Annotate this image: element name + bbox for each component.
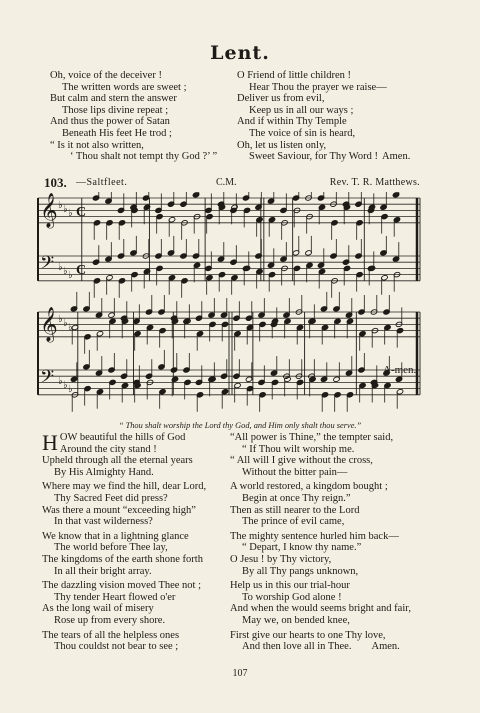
verse-line — [42, 554, 232, 566]
verse-line — [50, 93, 235, 105]
flat-icon: ♭ — [63, 380, 68, 391]
verse-line — [230, 603, 448, 615]
verse-line-text: A world restored, a kingdom bought ; — [230, 481, 388, 493]
verse-line — [42, 603, 232, 615]
verse-line-text: By all Thy pangs unknown, — [242, 565, 359, 577]
verse-line — [42, 467, 232, 479]
bass-clef-icon: 𝄢 — [40, 253, 55, 278]
flat-icon: ♭ — [58, 376, 63, 387]
verse-line — [42, 592, 232, 604]
verse-line — [230, 615, 448, 627]
verse-line-text: In that vast wilderness? — [54, 516, 153, 528]
drop-cap: H — [42, 430, 58, 455]
flat-icon: ♭ — [63, 318, 68, 329]
verse-line — [42, 505, 232, 517]
verse-line — [230, 493, 448, 505]
verse-line-text: We know that in a lightning glance — [42, 530, 189, 542]
page-title: Lent. — [210, 42, 270, 64]
verse-line-text: Then as still nearer to the Lord — [230, 504, 360, 516]
previous-hymn-left-column — [50, 70, 235, 163]
verse-line — [42, 531, 232, 543]
page-number: 107 — [232, 668, 248, 679]
verse-line — [42, 481, 232, 493]
amen-lyric: A-men. — [383, 364, 417, 376]
verse-line-text: Around the city stand ! — [59, 443, 157, 455]
flat-icon: ♭ — [58, 314, 63, 325]
verse-line-text: Beneath His feet He trod ; — [62, 127, 172, 139]
verse-line — [237, 105, 429, 117]
verse-line — [42, 455, 232, 467]
verse-line-text: Hear Thou the prayer we raise— — [249, 81, 387, 93]
verse-line-text: Those lips divine repeat ; — [62, 104, 169, 116]
verse-line-text: May we, on bended knee, — [242, 614, 350, 626]
musical-score — [34, 192, 426, 420]
verse-line — [237, 140, 429, 152]
verse-line-text: The dazzling vision moved Thee not ; — [42, 580, 202, 592]
verse-line-text: First give our hearts to one Thy love, — [230, 629, 386, 641]
verse-line-text: ‘ Thou shalt not tempt thy God ?’ ” — [70, 151, 218, 163]
verse-line — [230, 505, 448, 517]
verse-line — [50, 105, 235, 117]
hymn-header — [44, 177, 420, 191]
verse-line-text: As the long wail of misery — [42, 603, 154, 615]
verse-line — [230, 455, 448, 467]
verse-line-text: Upheld through all the eternal years — [42, 455, 193, 467]
verse-line-text: The mighty sentence hurled him back— — [230, 530, 399, 542]
verse-line — [230, 641, 448, 653]
verse-line-text: “ Is it not also written, — [50, 139, 144, 151]
verse-line — [237, 82, 429, 94]
amen-text: Amen. — [369, 641, 400, 653]
verse-line — [42, 641, 232, 653]
verse-line — [230, 467, 448, 479]
treble-clef-icon: 𝄞 — [40, 307, 58, 342]
verse-line — [230, 432, 448, 444]
verse-line-text: O Jesu ! by Thy victory, — [230, 553, 332, 565]
flat-icon: ♭ — [68, 384, 73, 395]
verse-line — [230, 630, 448, 642]
verse-line-text: Begin at once Thy reign.” — [242, 492, 351, 504]
verse-line — [230, 580, 448, 592]
flat-icon: ♭ — [63, 204, 68, 215]
verse-line-text: Thou couldst not bear to see ; — [54, 641, 179, 653]
verse-line — [230, 481, 448, 493]
verse-line-text: “ All will I give without the cross, — [230, 455, 373, 467]
verse-line — [230, 531, 448, 543]
verse-line-text: Without the bitter pain— — [242, 466, 348, 478]
time-signature: C — [76, 205, 87, 220]
verse-line — [50, 140, 235, 152]
verse-line-text: “ Depart, I know thy name.” — [242, 542, 362, 554]
verse-line-text: Rose up from every shore. — [54, 614, 166, 626]
verse-line — [42, 493, 232, 505]
treble-clef-icon: 𝄞 — [40, 193, 58, 228]
verse-line-text: But calm and stern the answer — [50, 93, 177, 105]
verse-line — [42, 630, 232, 642]
verse-line-text: In all their bright array. — [54, 565, 152, 577]
flat-icon: ♭ — [68, 322, 73, 333]
verse-line-text: The written words are sweet ; — [62, 81, 187, 93]
verse-line-text: And when the would seems bright and fair, — [230, 603, 411, 615]
amen-text: Amen. — [380, 151, 411, 163]
verse-line — [42, 566, 232, 578]
verse-line — [237, 93, 429, 105]
verse-line — [42, 580, 232, 592]
hymn-meter: C.M. — [216, 177, 237, 188]
verse-line-text: The kingdoms of the earth shone forth — [42, 553, 203, 565]
flat-icon: ♭ — [58, 200, 63, 211]
verse-line — [50, 116, 235, 128]
verse-line-text: OW beautiful the hills of God — [59, 432, 186, 443]
verse-line-text: And if within Thy Temple — [237, 116, 347, 128]
verse-line-text: Sweet Saviour, for Thy Word ! — [249, 151, 378, 163]
bass-clef-icon: 𝄢 — [40, 367, 55, 392]
verse-line — [237, 116, 429, 128]
verse-line — [230, 516, 448, 528]
verse-line — [230, 554, 448, 566]
hymn-number: 103. — [44, 175, 67, 190]
verse-line-text: Where may we find the hill, dear Lord, — [42, 481, 207, 493]
verse-line-text: “All power is Thine,” the tempter said, — [230, 432, 394, 443]
flat-icon: ♭ — [68, 270, 73, 281]
verse-line — [230, 566, 448, 578]
verse-line-text: By His Almighty Hand. — [54, 466, 154, 478]
verse-line-text: Deliver us from evil, — [237, 93, 325, 105]
verse-line-text: Oh, voice of the deceiver ! — [50, 70, 162, 81]
verse-line-text: Help us in this our trial-hour — [230, 580, 350, 592]
verse-line — [50, 151, 235, 163]
verse-line-text: “ If Thou wilt worship me. — [242, 443, 355, 455]
verse-line-text: And thus the power of Satan — [50, 116, 170, 128]
verse-line-text: Thy Sacred Feet did press? — [54, 492, 168, 504]
verse-line — [230, 542, 448, 554]
verse-line — [230, 592, 448, 604]
verse-line — [50, 70, 235, 82]
verse-line — [42, 542, 232, 554]
verse-line-text: The tears of all the helpless ones — [42, 629, 180, 641]
previous-hymn-right-column — [237, 70, 429, 163]
verses-right-column — [230, 432, 448, 653]
verse-line — [237, 151, 429, 163]
verse-line — [50, 128, 235, 140]
hymn-caption: “ Thou shalt worship the Lord thy God, and Him only shalt thou serve.” — [118, 421, 362, 430]
verse-line-text: O Friend of little children ! — [237, 70, 352, 81]
verse-line-text: Oh, let us listen only, — [237, 139, 327, 151]
verse-line — [50, 82, 235, 94]
verse-line-text: And then love all in Thee. — [242, 641, 352, 653]
verse-line-text: Thy tender Heart flowed o'er — [54, 591, 176, 603]
hymn-composer: Rev. T. R. Matthews. — [329, 177, 420, 188]
verse-line-text: The world before Thee lay, — [54, 542, 168, 554]
verse-line — [42, 615, 232, 627]
verse-line — [42, 444, 232, 456]
verses-left-column — [42, 432, 232, 653]
verse-line — [237, 70, 429, 82]
flat-icon: ♭ — [63, 266, 68, 277]
verse-line-text: Was there a mount “exceeding high” — [42, 504, 196, 516]
verse-line — [230, 444, 448, 456]
hymn-tune-name: —Saltfleet. — [76, 177, 128, 188]
verse-line-text: The prince of evil came, — [242, 516, 345, 528]
verse-line-text: The voice of sin is heard, — [249, 127, 356, 139]
verse-line-text: Keep us in all our ways ; — [249, 104, 354, 116]
time-signature: C — [76, 263, 87, 278]
verse-line-text: To worship God alone ! — [242, 591, 342, 603]
flat-icon: ♭ — [58, 262, 63, 273]
flat-icon: ♭ — [68, 208, 73, 219]
verse-line — [237, 128, 429, 140]
verse-line — [42, 516, 232, 528]
